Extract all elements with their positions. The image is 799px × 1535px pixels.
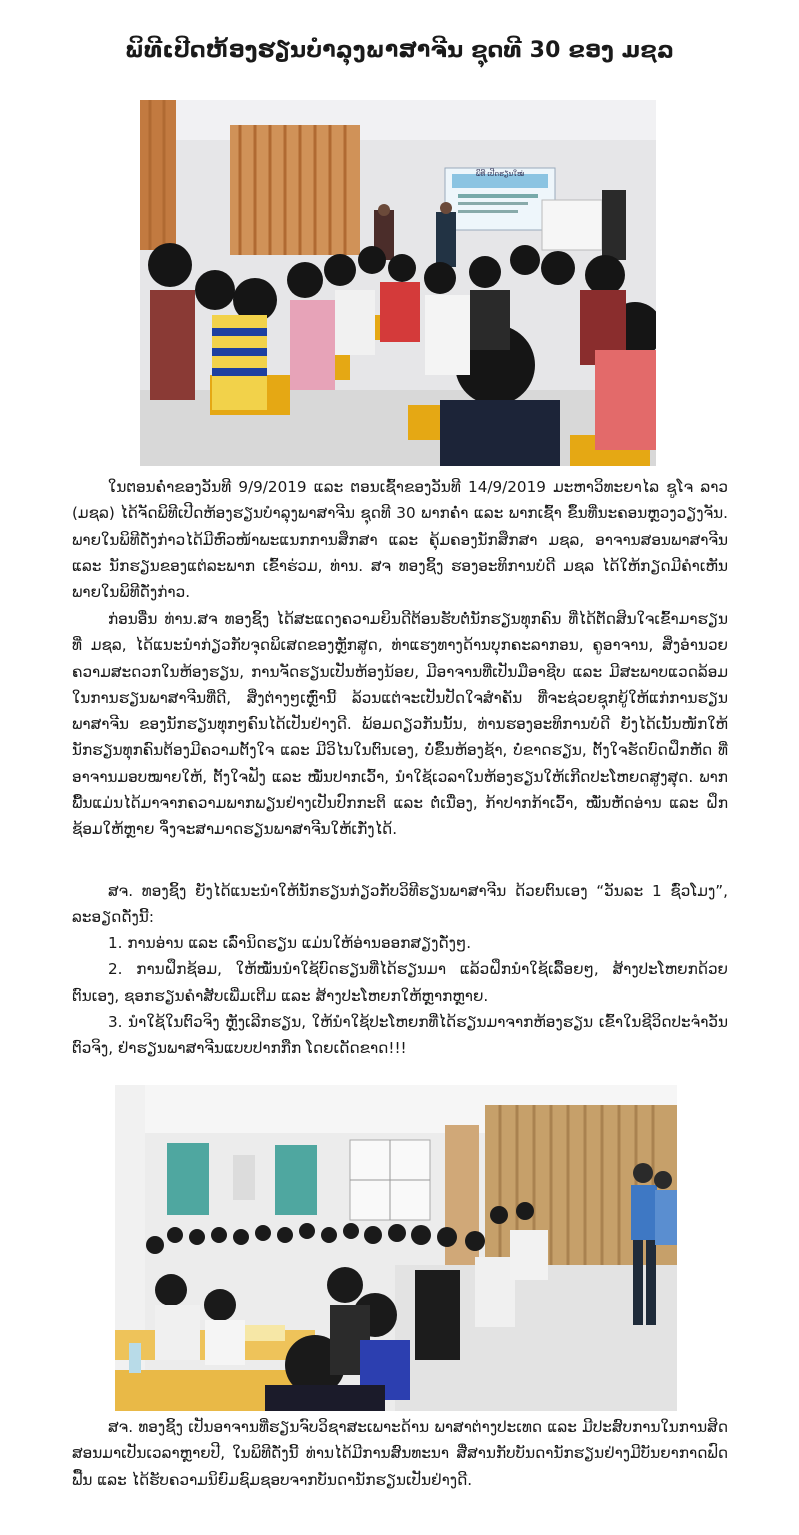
list-item: 3. ນຳໃຊ້ໃນຕົວຈິງ ຫຼັງເລີກຮຽນ, ໃຫ້ນຳໃຊ້ປະໂຫຍກທີ່ໄດ້ຮຽນມາຈາກຫ້ອງຮຽນ ເຂົ້າໃນຊີວິດປະຈຳວັນຕົວຈິງ, ຢ່າຮຽນພາສາຈີນແບບປາກກືກ ໂດຍເດັດຂາດ!!! [72, 1012, 728, 1058]
article-title: ພິທີເປີດຫ້ອງຮຽນບຳລຸງພາສາຈີນ ຊຸດທີ 30 ຂອງ ມຊລ [124, 38, 675, 63]
classroom-photo-1 [140, 100, 656, 466]
paragraph-3: ສຈ. ທອງຊິ້ງ ຍັງໄດ້ແນະນຳໃຫ້ນັກຮຽນກ່ຽວກັບວິທີຮຽນພາສາຈີນ ດ້ວຍຕົນເອງ “ວັນລະ 1 ຊົ່ວໂມງ”, ລະອຽດດັ່ງນີ້: [72, 882, 728, 927]
paragraph-4: ສຈ. ທອງຊິ້ງ ເປັນອາຈານທີ່ຮຽນຈົບວິຊາສະເພາະດ້ານ ພາສາຕ່າງປະເທດ ແລະ ມີປະສົບການໃນການສິດສອນມາເປັນເວລາຫຼາຍປີ, ໃນພິທີດັ່ງນີ້ ທ່ານໄດ້ມີການສົນທະນາ ສື່ສານກັບບັນດານັກຮຽນຢ່າງມີບັນຍາກາດຟົດຟື້ນ ແລະ ໄດ້ຮັບຄວາມນິຍົມຊົມຊອບຈາກບັນດານັກຮຽນເປັນຢ່າງດີ. [72, 1418, 728, 1489]
paragraph-1: ໃນຕອນຄ່ຳຂອງວັນທີ 9/9/2019 ແລະ ຕອນເຊົ້າຂອງວັນທີ 14/9/2019 ມະຫາວິທະຍາໄລ ຊູໂຈ ລາວ (ມຊລ) ໄດ້ຈັດພິທີເປີດຫ້ອງຮຽນບຳລຸງພາສາຈີນ ຊຸດທີ 30 ພາກຄ່ຳ ແລະ ພາກເຊົ້າ ຂຶ້ນທີ່ນະຄອນຫຼວງວຽງຈັນ. ພາຍໃນພິທີດັ່ງກ່າວໄດ້ມີຫົວໜ້າພະແນກການສຶກສາ ແລະ ຄຸ້ມຄອງນັກສຶກສາ ມຊລ, ອາຈານສອນພາສາຈີນ ແລະ ນັກຮຽນຂອງແຕ່ລະພາກ ເຂົ້າຮ່ວມ, ທ່ານ. ສຈ ທອງຊິ້ງ ຮອງອະທິການບໍດີ ມຊລ ໄດ້ໃຫ້ກຽດມີຄຳເຫັນ ພາຍໃນພິທີດັ່ງກ່າວ. [72, 478, 728, 602]
list-item: 2. ການຝຶກຊ້ອມ, ໃຫ້ໝັ່ນນຳໃຊ້ບົດຮຽນທີ່ໄດ້ຮຽນມາ ແລ້ວຝຶກນຳໃຊ້ເລື້ອຍໆ, ສ້າງປະໂຫຍກດ້ວຍຕົນເອງ, ຊອກຮຽນຄຳສັບເພີ່ມເຕີມ ແລະ ສ້າງປະໂຫຍກໃຫ້ຫຼາກຫຼາຍ. [72, 960, 728, 1005]
projector-screen-text: ພິທີ ເປີດຮຽນໃໝ່ [475, 170, 525, 178]
method-list [72, 930, 728, 1061]
paragraph-2: ກ່ອນອື່ນ ທ່ານ.ສຈ ທອງຊິ້ງ ໄດ້ສະແດງຄວາມຍິນດີຕ້ອນຮັບຕໍ່ນັກຮຽນທຸກຄົນ ທີ່ໄດ້ຕັດສິນໃຈເຂົ້າມາຮຽນທີ່ ມຊລ, ໄດ້ແນະນຳກ່ຽວກັບຈຸດພິເສດຂອງຫຼັກສູດ, ທ່າແຮງທາງດ້ານບຸກຄະລາກອນ, ຄູອາຈານ, ສິ່ງອຳນວຍຄວາມສະດວກໃນຫ້ອງຮຽນ, ການຈັດຮຽນເປັນຫ້ອງນ້ອຍ, ມີອາຈານທີ່ເປັນມືອາຊີບ ແລະ ມີສະພາບແວດລ້ອມໃນການຮຽນພາສາຈີນທີ່ດີ, ສິ່ງຕ່າງໆເຫຼົ່ານີ້ ລ້ວນແຕ່ຈະເປັນປັດໃຈສຳຄັນ ທີ່ຈະຊ່ວຍຊຸກຍູ້ໃຫ້ແກ່ການຮຽນພາສາຈີນ ຂອງນັກຮຽນທຸກໆຄົນໄດ້ເປັນຢ່າງດີ. ພ້ອມດຽວກັນນັ້ນ, ທ່ານຮອງອະທິການບໍດີ ຍັງໄດ້ເນັ້ນໜັກໃຫ້ນັກຮຽນທຸກຄົນຕ້ອງມີຄວາມຕັ້ງໃຈ ແລະ ມີວິໄນໃນຕົນເອງ, ບໍ່ຂຶ້ນຫ້ອງຊ້າ, ບໍ່ຂາດຮຽນ, ຕັ້ງໃຈຮັດບົດຝຶກຫັດ ທີ່ອາຈານມອບໝາຍໃຫ້, ຕັ້ງໃຈຟັງ ແລະ ໝັ່ນປາກເວົ້າ, ນຳໃຊ້ເວລາໃນຫ້ອງຮຽນໃຫ້ເກີດປະໂຫຍດສູງສຸດ. ພາກພື້ນແມ່ນໄດ້ມາຈາກຄວາມພາກພຽນຢ່າງເປັນປົກກະຕິ ແລະ ຕໍ່ເນື່ອງ, ກ້າປາກກ້າເວົ້າ, ໝັ່ນຫັດອ່ານ ແລະ ຝຶກຊ້ອມໃຫ້ຫຼາຍ ຈຶ່ງຈະສາມາດຮຽນພາສາຈີນໃຫ້ເກັ່ງໄດ້. [72, 610, 728, 839]
list-item: 1. ການອ່ານ ແລະ ເລົ່ານິດຮຽນ ແມ່ນໃຫ້ອ່ານອອກສຽງດັ່ງໆ. [108, 934, 472, 952]
classroom-photo-2 [115, 1085, 677, 1411]
